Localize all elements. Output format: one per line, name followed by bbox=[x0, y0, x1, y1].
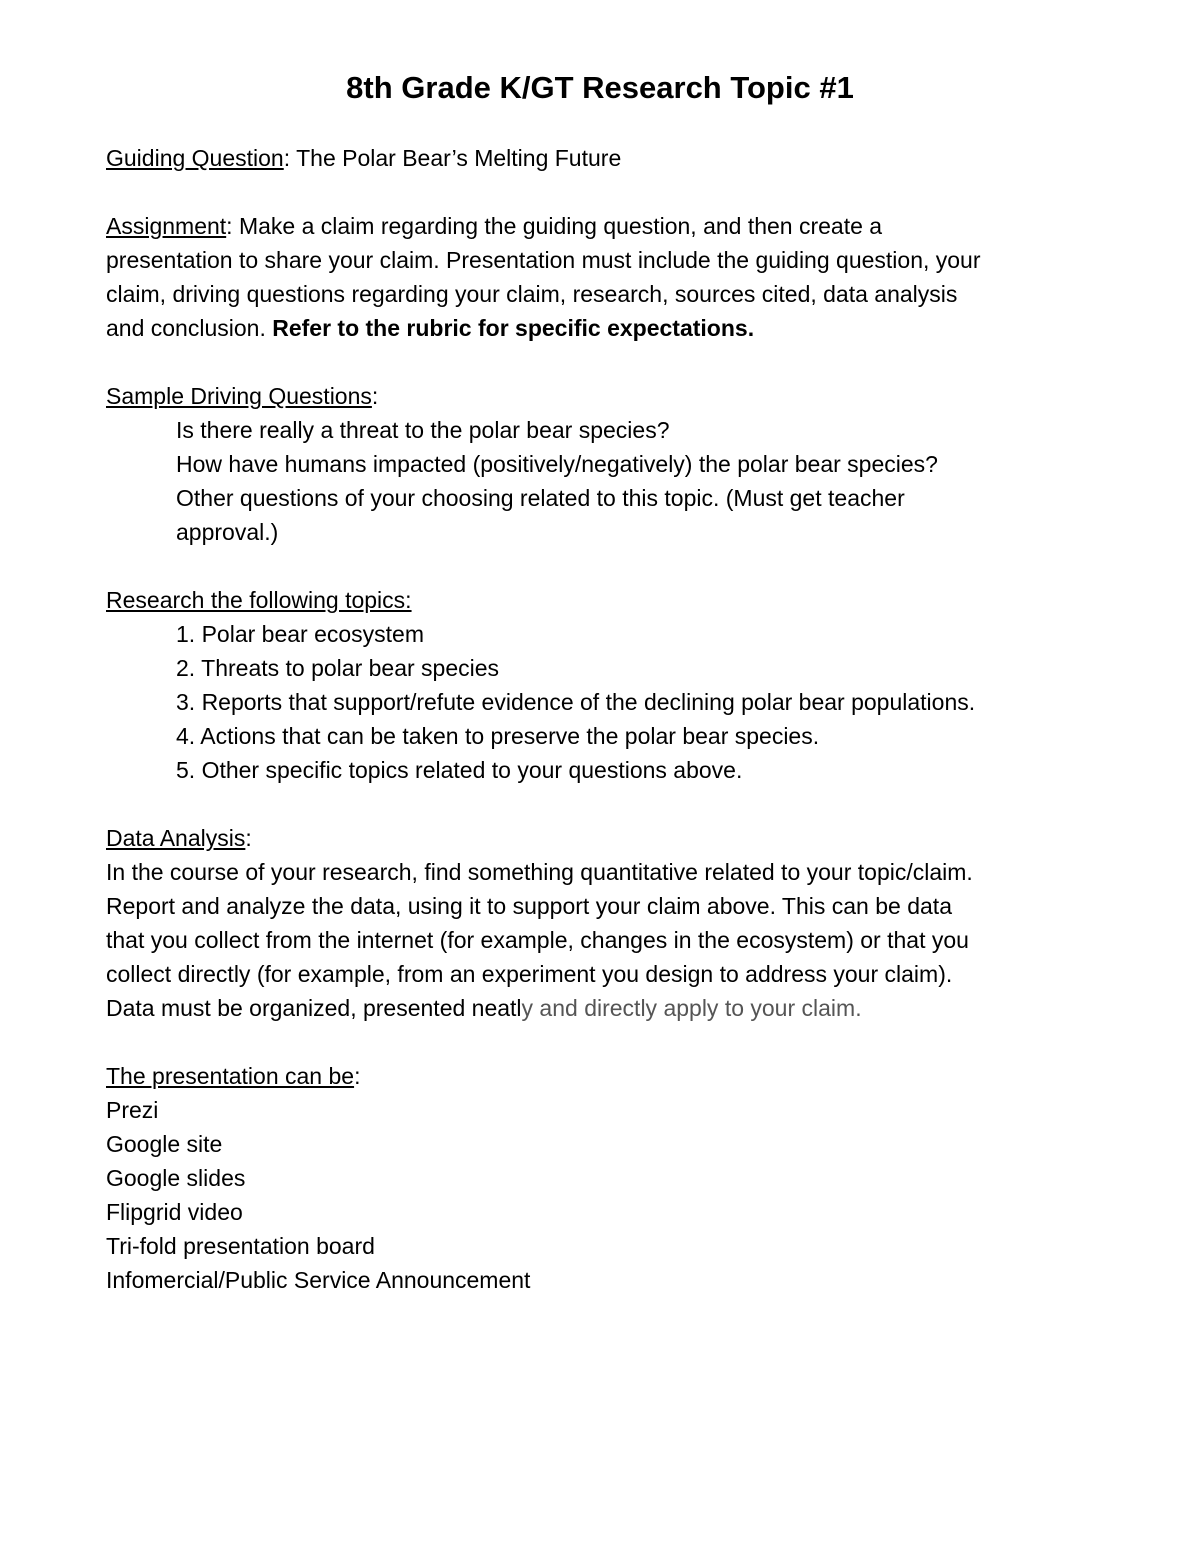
data-analysis-line: that you collect from the internet (for example, changes in the ecosystem) or that you bbox=[106, 927, 969, 953]
driving-questions-heading bbox=[106, 379, 1106, 413]
research-topic-item: 1. Polar bear ecosystem bbox=[176, 621, 425, 647]
presentation-heading bbox=[106, 1059, 1106, 1093]
data-analysis-label: Data Analysis bbox=[106, 825, 246, 851]
driving-questions-colon: : bbox=[371, 383, 379, 409]
assignment-text-4: and conclusion. bbox=[106, 315, 273, 341]
driving-question-item: Other questions of your choosing related to this topic. (Must get teacher bbox=[176, 485, 905, 511]
data-analysis-line: Report and analyze the data, using it to support your claim above. This can be data bbox=[106, 893, 952, 919]
research-topic-item: 2. Threats to polar bear species bbox=[176, 655, 500, 681]
presentation-option: Tri-fold presentation board bbox=[106, 1233, 375, 1259]
research-topic-item: 5. Other specific topics related to your questions above. bbox=[176, 757, 743, 783]
assignment-line-2: presentation to share your claim. Presentation must include the guiding question, your bbox=[106, 247, 981, 273]
guiding-question-line bbox=[106, 141, 1106, 175]
data-analysis-line: collect directly (for example, from an experiment you design to address your claim). bbox=[106, 961, 953, 987]
rubric-note: Refer to the rubric for specific expectations. bbox=[272, 315, 755, 341]
research-topic-item: 3. Reports that support/refute evidence of the declining polar bear populations. bbox=[176, 689, 976, 715]
presentation-label: The presentation can be bbox=[106, 1063, 355, 1089]
presentation-option: Google site bbox=[106, 1131, 223, 1157]
presentation-option: Prezi bbox=[106, 1097, 159, 1123]
assignment-line-1 bbox=[106, 209, 1106, 243]
data-analysis-heading bbox=[106, 821, 1106, 855]
presentation-option: Flipgrid video bbox=[106, 1199, 243, 1225]
presentation-option: Google slides bbox=[106, 1165, 246, 1191]
data-analysis-last-line bbox=[106, 991, 1106, 1025]
driving-questions-label: Sample Driving Questions bbox=[106, 383, 372, 409]
guiding-question-text: : The Polar Bear’s Melting Future bbox=[283, 145, 622, 171]
driving-question-item: How have humans impacted (positively/negatively) the polar bear species? bbox=[176, 451, 938, 477]
document-title: 8th Grade K/GT Research Topic #1 bbox=[346, 70, 854, 105]
research-topic-item: 4. Actions that can be taken to preserve the polar bear species. bbox=[176, 723, 820, 749]
data-analysis-colon: : bbox=[245, 825, 252, 851]
assignment-label: Assignment bbox=[106, 213, 227, 239]
presentation-colon: : bbox=[354, 1063, 361, 1089]
driving-question-item: Is there really a threat to the polar bear species? bbox=[176, 417, 670, 443]
assignment-line-3: claim, driving questions regarding your claim, research, sources cited, data analysis bbox=[106, 281, 958, 307]
assignment-text-1: : Make a claim regarding the guiding question, and then create a bbox=[226, 213, 883, 239]
research-topics-heading: Research the following topics: bbox=[106, 587, 412, 613]
guiding-question-label: Guiding Question bbox=[106, 145, 284, 171]
data-analysis-line: In the course of your research, find something quantitative related to your topic/claim. bbox=[106, 859, 973, 885]
driving-question-item: approval.) bbox=[176, 519, 279, 545]
assignment-line-4 bbox=[106, 311, 1106, 345]
data-analysis-last-dark: Data must be organized, presented neatl bbox=[106, 995, 522, 1021]
presentation-option: Infomercial/Public Service Announcement bbox=[106, 1267, 531, 1293]
data-analysis-last-grey: y and directly apply to your claim. bbox=[521, 995, 862, 1021]
document-body bbox=[106, 141, 1106, 1297]
